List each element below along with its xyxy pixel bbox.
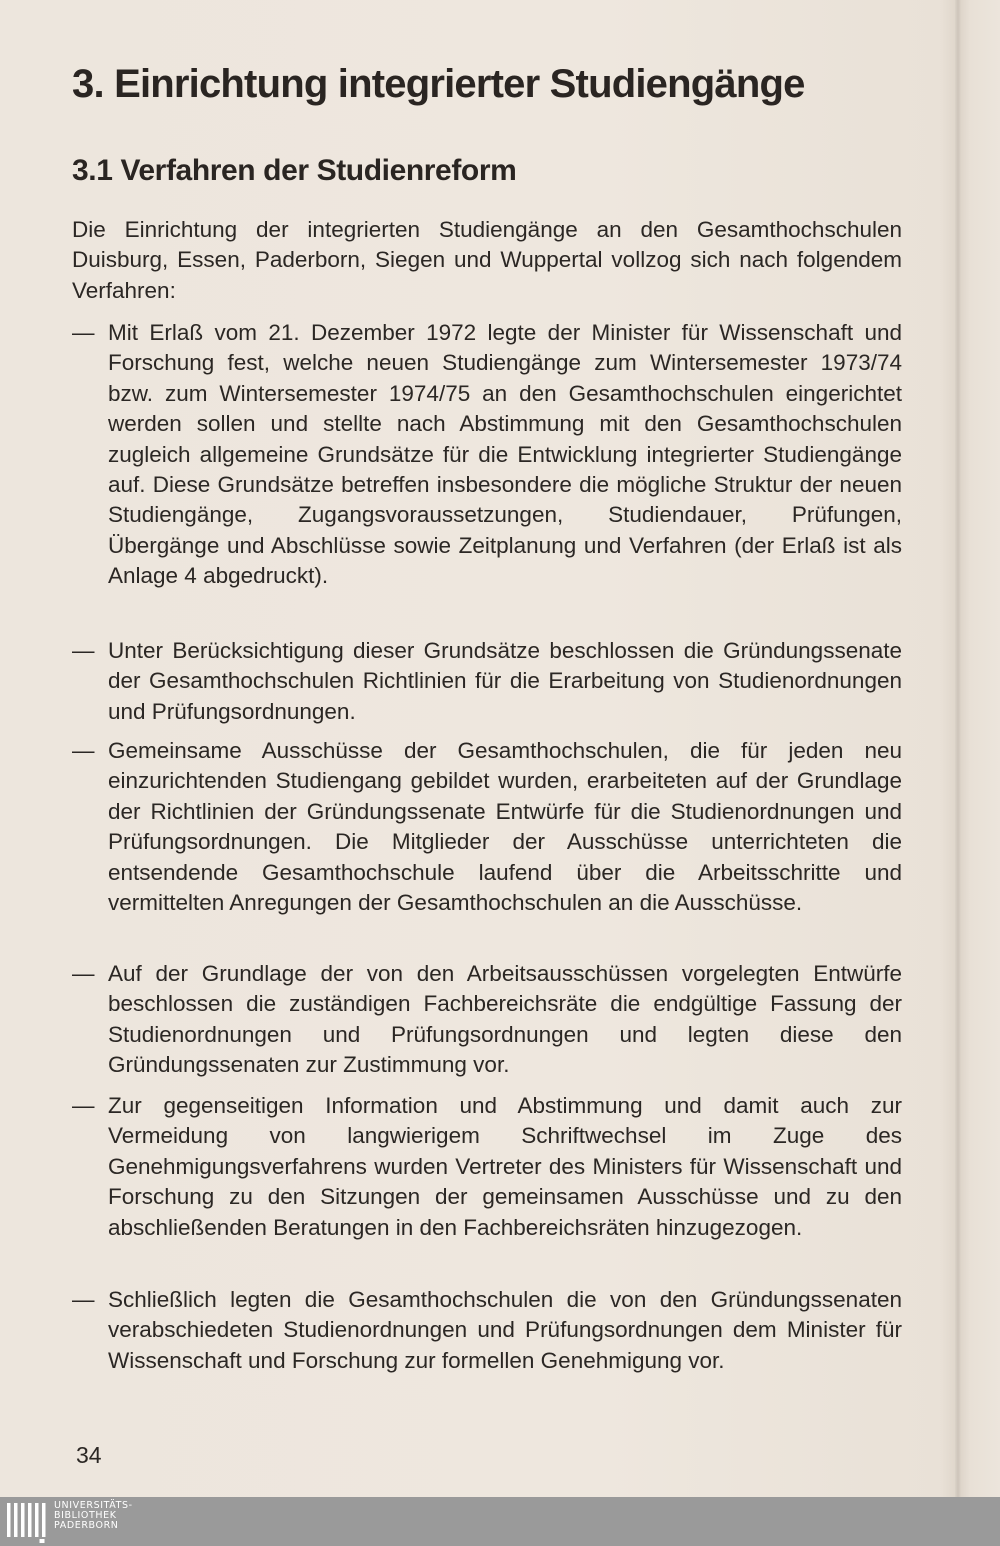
- list-dash: —: [72, 638, 95, 663]
- page-number: 34: [76, 1442, 102, 1468]
- list-item: [72, 1285, 902, 1376]
- footer-text-line: PADERBORN: [54, 1520, 119, 1531]
- list-dash: —: [72, 738, 95, 763]
- footer-text-line: BIBLIOTHEK: [54, 1510, 117, 1521]
- list-dash: —: [72, 320, 95, 345]
- section-title: 3.1 Verfahren der Studienreform: [72, 154, 517, 187]
- list-item: [72, 736, 902, 918]
- library-logo-icon: [6, 1501, 46, 1543]
- intro-paragraph: Die Einrichtung der integrierten Studiengänge an den Gesamthochschulen Duisburg, Essen, Paderborn, Siegen und Wuppertal vollzog sich nach folgendem Verfahren:: [72, 217, 902, 303]
- list-item-text: Mit Erlaß vom 21. Dezember 1972 legte der Minister für Wissenschaft und Forschung fest, welche neuen Studiengänge zum Wintersemester 1973/74 bzw. zum Wintersemester 1974/75 an den Gesamthochschulen eingerichtet werden sollen und stellte nach Abstimmung mit den Gesamthochschulen zugleich allgemeine Grundsätze für die Entwicklung integrierter Studiengänge auf. Diese Grundsätze betreffen insbesondere die mögliche Struktur der neuen Studiengänge, Zugangsvoraussetzungen, Studiendauer, Prüfungen, Übergänge und Abschlüsse sowie Zeitplanung und Verfahren (der Erlaß ist als Anlage 4 abgedruckt).: [108, 320, 902, 589]
- list-dash: —: [72, 1093, 95, 1118]
- list-item: [72, 318, 902, 592]
- list-item-text: Schließlich legten die Gesamthochschulen die von den Gründungssenaten verabschiedeten Studienordnungen und Prüfungsordnungen dem Minister für Wissenschaft und Forschung zur formellen Genehmigung vor.: [108, 1287, 902, 1373]
- list-item: [72, 959, 902, 1081]
- page-edge-shadow: [955, 0, 961, 1497]
- list-item: [72, 1091, 902, 1243]
- chapter-title: 3. Einrichtung integrierter Studiengänge: [72, 62, 805, 106]
- list-dash: —: [72, 1287, 95, 1312]
- library-footer: [0, 1497, 1000, 1546]
- footer-text-line: UNIVERSITÄTS-: [54, 1500, 133, 1511]
- list-item-text: Gemeinsame Ausschüsse der Gesamthochschulen, die für jeden neu einzurichtenden Studiengang gebildet wurden, erarbeiteten auf der Grundlage der Richtlinien der Gründungssenate Entwürfe für die Studienordnungen und Prüfungsordnungen. Die Mitglieder der Ausschüsse unterrichteten die entsendende Gesamthochschule laufend über die Arbeitsschritte und vermittelten Anregungen der Gesamthochschulen an die Ausschüsse.: [108, 738, 902, 916]
- list-item-text: Unter Berücksichtigung dieser Grundsätze beschlossen die Gründungssenate der Gesamthochschulen Richtlinien für die Erarbeitung von Studienordnungen und Prüfungsordnungen.: [108, 638, 902, 724]
- list-dash: —: [72, 961, 95, 986]
- list-item: [72, 636, 902, 727]
- list-item-text: Auf der Grundlage der von den Arbeitsausschüssen vorgelegten Entwürfe beschlossen die zuständigen Fachbereichsräte die endgültige Fassung der Studienordnungen und Prüfungsordnungen und legten diese den Gründungssenaten zur Zustimmung vor.: [108, 961, 902, 1078]
- list-item-text: Zur gegenseitigen Information und Abstimmung und damit auch zur Vermeidung von langwierigem Schriftwechsel im Zuge des Genehmigungsverfahrens wurden Vertreter des Ministers für Wissenschaft und Forschung zu den Sitzungen der gemeinsamen Ausschüsse und zu den abschließenden Beratungen in den Fachbereichsräten hinzugezogen.: [108, 1093, 902, 1240]
